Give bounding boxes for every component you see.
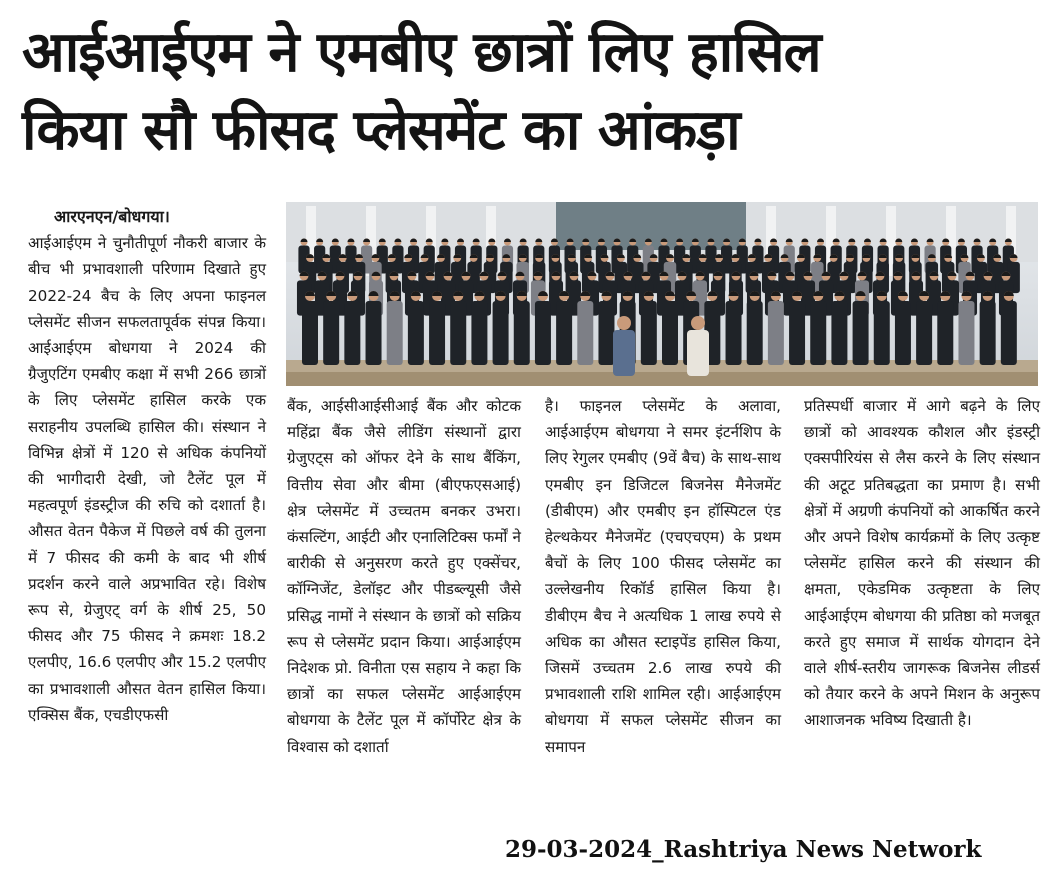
article-column-1 — [28, 204, 266, 728]
person-silhouette — [556, 291, 572, 365]
person-silhouette — [493, 291, 509, 365]
column-1-text: आईआईएम ने चुनौतीपूर्ण नौकरी बाजार के बीच भी प्रभावशाली परिणाम दिखाते हुए 2022-24 बैच के लिए अपना फाइनल प्लेसमेंट सीजन सफलतापूर्वक संपन्न किया। आईआईएम बोधगया ने 2024 की ग्रैजुएटिंग एमबीए कक्षा में सभी 266 छात्रों के लिए प्लेसमेंट हासिल करके एक सराहनीय उपलब्धि हासिल की। संस्थान ने विभिन्न क्षेत्रों में 120 से अधिक कंपनियों की भागीदारी देखी, जो टैलेंट पूल में महत्वपूर्ण इंडस्ट्रीज की रुचि को दशार्ता है। औसत वेतन पैकेज में पिछले वर्ष की तुलना में 7 फीसद की कमी के बाद भी शीर्ष प्रदर्शन करने वाले अप्रभावित रहे। विशेष रूप से, ग्रेजुएट् वर्ग के शीर्ष 25, 50 फीसद और 75 फीसद ने क्रमशः 18.2 एलपीए, 16.6 एलपीए और 15.2 एलपीए का प्रभावशाली औसत वेतन हासिल किया। एक्सिस बैंक, एचडीएफसी — [28, 234, 266, 724]
person-silhouette — [916, 291, 932, 365]
person-silhouette — [577, 291, 593, 365]
person-silhouette — [302, 291, 318, 365]
column-3-text: है। फाइनल प्लेसमेंट के अलावा, आईआईएम बोधगया ने समर इंटर्नशिप के लिए रेगुलर एमबीए (9वें बैच) के साथ-साथ एमबीए इन डिजिटल बिजनेस मैनेजमेंट (डीबीएम) और एमबीए इन हॉस्पिटल एंड हेल्थकेयर मैनेजमेंट (एचएचएम) के प्रथम बैचों के लिए 100 फीसद प्लेसमेंट का उल्लेखनीय रिकॉर्ड हासिल किया है। डीबीएम बैच ने अत्यधिक 1 लाख रुपये से अधिक का औसत स्टाइपेंड हासिल किया, जिसमें उच्चतम 2.6 लाख रुपये की प्रभावशाली राशि शामिल रही। आईआईएम बोधगया में सफल प्लेसमेंट सीजन का समापन — [545, 397, 781, 756]
person-silhouette — [514, 291, 530, 365]
person-silhouette — [768, 291, 784, 365]
article-column-4 — [804, 393, 1040, 734]
person-silhouette — [747, 291, 763, 365]
article-column-3 — [545, 393, 781, 760]
person-silhouette — [980, 291, 996, 365]
person-silhouette — [387, 291, 403, 365]
person-silhouette — [471, 291, 487, 365]
person-silhouette — [937, 291, 953, 365]
person-silhouette — [789, 291, 805, 365]
footer-credit: 29-03-2024_Rashtriya News Network — [505, 836, 982, 863]
group-photo-illustration — [286, 202, 1038, 386]
person-silhouette — [450, 291, 466, 365]
headline — [22, 14, 1042, 170]
person-silhouette — [662, 291, 678, 365]
person-silhouette — [1001, 291, 1017, 365]
person-silhouette — [323, 291, 339, 365]
person-silhouette — [344, 291, 360, 365]
person-silhouette — [641, 291, 657, 365]
column-4-text: प्रतिस्पर्धी बाजार में आगे बढ़ने के लिए छात्रों को आवश्यक कौशल और इंडस्ट्री एक्सपीरियंस से लैस करने के लिए संस्थान की अटूट प्रतिबद्धता का प्रमाण है। सभी क्षेत्रों में अग्रणी कंपनियों को आकर्षित करने और अपने विशेष कार्यक्रमों के लिए उत्कृष्ट प्लेसमेंट हासिल करने की संस्थान की क्षमता, एकेडमिक उत्कृष्टता के लिए आईआईएम बोधगया की प्रतिष्ठा को मजबूत करते हुए समाज में सार्थक योगदान देने वाले शीर्ष-स्तरीय जागरूक बिजनेस लीडर्स को तैयार करने के अपने मिशन के अनुरूप आशाजनक भविष्य दिखाती है। — [804, 397, 1040, 730]
person-silhouette — [408, 291, 424, 365]
column-2-text: बैंक, आईसीआईसीआई बैंक और कोटक महिंद्रा बैंक जैसे लीडिंग संस्थानों द्वारा ग्रेजुएट्स को ऑफर देने के साथ बैंकिंग, वित्तीय सेवा और बीमा (बीएफएसआई) क्षेत्र प्लेसमेंट में उच्चतम बनकर उभरा। कंसल्टिंग, आईटी और एनालिटिक्स फर्मों ने बारीकी से अनुसरण करते हुए एक्सेंचर, कॉग्निजेंट, डेलॉइट और पीडब्ल्यूसी जैसे प्रसिद्ध नामों ने संस्थान के छात्रों को सक्रिय रूप से प्लेसमेंट प्रदान किया। आईआईएम निदेशक प्रो. विनीता एस सहाय ने कहा कि छात्रों का सफल प्लेसमेंट आईआईएम बोधगया के टैलेंट पूल में कॉर्पोरेट क्षेत्र के विश्वास को दशार्ता — [287, 397, 521, 756]
person-silhouette — [831, 291, 847, 365]
dateline: आरएनएन/बोधगया। — [54, 207, 170, 226]
person-silhouette — [874, 291, 890, 365]
person-silhouette — [958, 291, 974, 365]
person-silhouette — [366, 291, 382, 365]
group-photo — [286, 202, 1038, 386]
person-silhouette — [810, 291, 826, 365]
headline-line-1: आईआईएम ने एमबीए छात्रों लिए हासिल — [22, 20, 821, 85]
person-silhouette — [853, 291, 869, 365]
headline-line-2: किया सौ फीसद प्लेसमेंट का आंकड़ा — [22, 98, 740, 163]
person-silhouette — [895, 291, 911, 365]
person-silhouette — [726, 291, 742, 365]
person-silhouette — [429, 291, 445, 365]
person-silhouette — [535, 291, 551, 365]
article-column-2 — [287, 393, 521, 760]
person-silhouette — [598, 291, 614, 365]
